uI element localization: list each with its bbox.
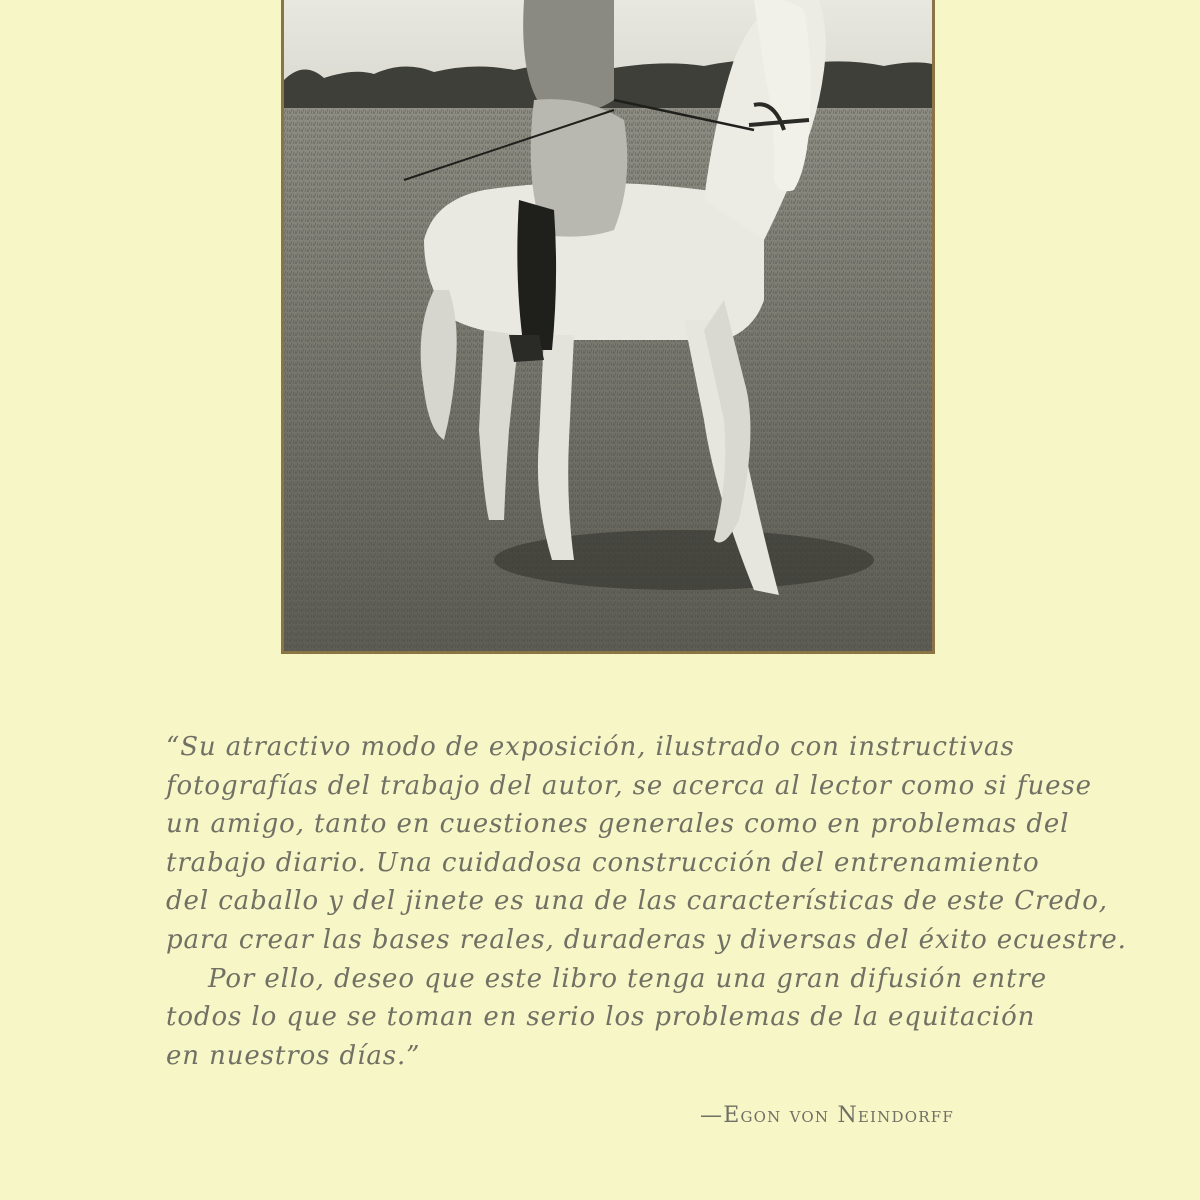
quote-line: todos lo que se toman en serio los problemas de la equitación (166, 1002, 1036, 1033)
quote-line: en nuestros días.” (166, 1040, 421, 1071)
quote-line: del caballo y del jinete es una de las características de este Credo, (166, 886, 1108, 917)
rider-horse-photo (281, 0, 935, 654)
quote-line: un amigo, tanto en cuestiones generales como en problemas del (166, 809, 1070, 840)
quote-attribution: —Egon von Neindorff (700, 1103, 954, 1128)
photo-illustration (284, 0, 932, 651)
quote-line: para crear las bases reales, duraderas y diversas del éxito ecuestre. (166, 924, 1127, 955)
quote-line: “Su atractivo modo de exposición, ilustrado con instructivas (166, 732, 1015, 762)
quote-block (166, 728, 1127, 1075)
quote-line: trabajo diario. Una cuidadosa construcción del entrenamiento (166, 847, 1040, 878)
quote-line: fotografías del trabajo del autor, se acerca al lector como si fuese (166, 770, 1092, 801)
quote-line: Por ello, deseo que este libro tenga una gran difusión entre (208, 963, 1048, 994)
